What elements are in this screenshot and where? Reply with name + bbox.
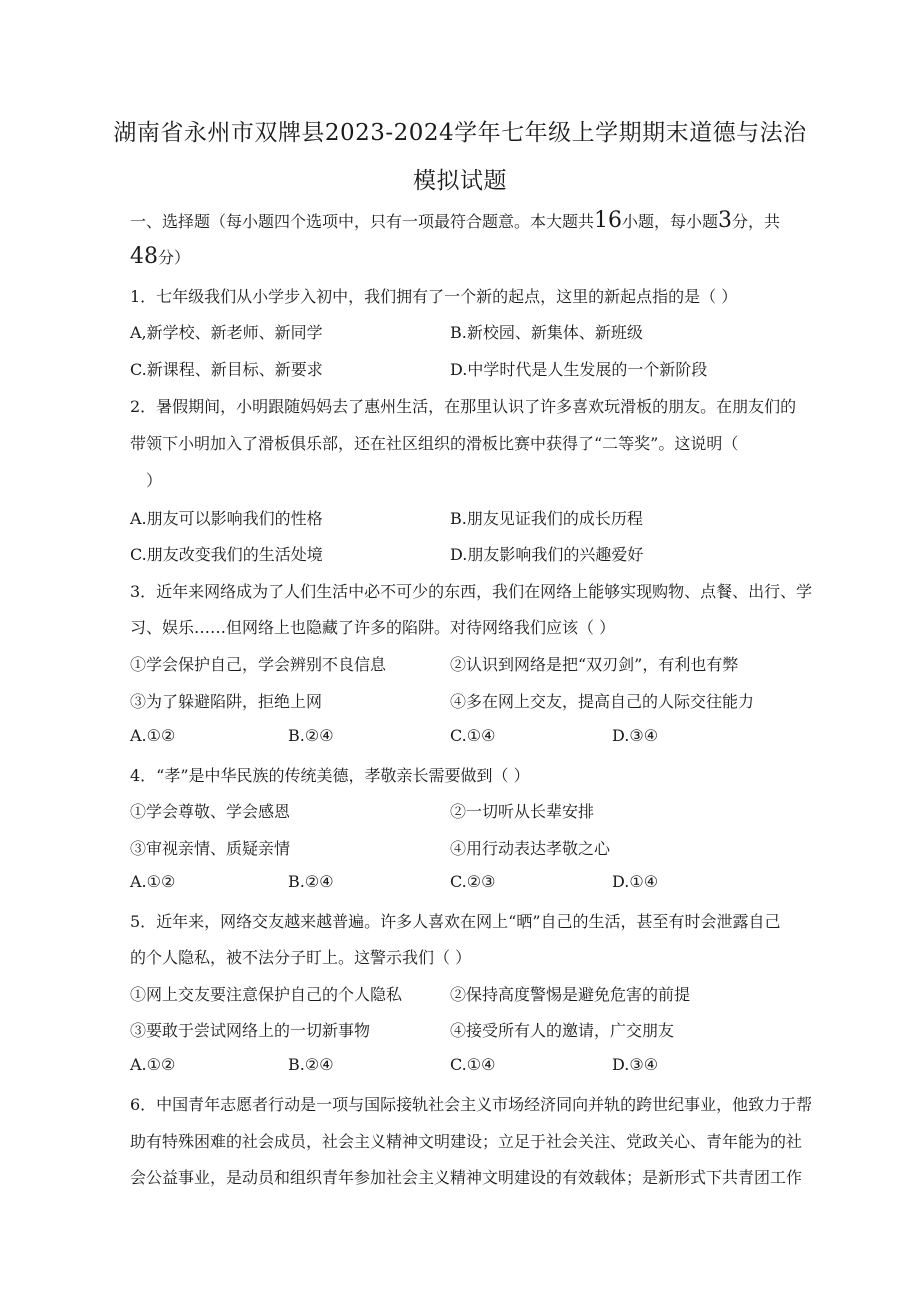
question-4-statement-4: ④用行动表达孝敬之心 bbox=[450, 839, 611, 858]
question-4-option-b: B.②④ bbox=[288, 872, 334, 891]
question-3-option-d: D.③④ bbox=[612, 726, 659, 745]
question-3-stem-line-2: 习、娱乐……但网络上也隐藏了许多的陷阱。对待网络我们应该（ ） bbox=[130, 618, 616, 637]
question-4-option-a: A.①② bbox=[130, 872, 176, 891]
question-1-option-d: D.中学时代是人生发展的一个新阶段 bbox=[450, 360, 708, 379]
document-title-line-1: 湖南省永州市双牌县2023-2024学年七年级上学期期末道德与法治 bbox=[113, 120, 807, 146]
question-1-option-b: B.新校园、新集体、新班级 bbox=[450, 323, 643, 342]
document-title-line-2: 模拟试题 bbox=[413, 168, 507, 194]
question-5-stem-line-2: 的个人隐私，被不法分子盯上。这警示我们（ ） bbox=[130, 948, 472, 967]
total-points: 48 bbox=[130, 244, 158, 269]
question-4-statement-3: ③审视亲情、质疑亲情 bbox=[130, 839, 291, 858]
question-5-option-d: D.③④ bbox=[612, 1055, 659, 1074]
question-2-option-d: D.朋友影响我们的兴趣爱好 bbox=[450, 545, 644, 564]
question-5-option-a: A.①② bbox=[130, 1055, 176, 1074]
question-4-stem: 4．“孝”是中华民族的传统美德，孝敬亲长需要做到（ ） bbox=[130, 766, 530, 785]
question-5-stem-line-1: 5．近年来，网络交友越来越普遍。许多人喜欢在网上“晒”自己的生活，甚至有时会泄露自己 bbox=[130, 912, 781, 931]
question-4-statement-2: ②一切听从长辈安排 bbox=[450, 802, 595, 821]
question-3-option-a: A.①② bbox=[130, 726, 176, 745]
question-3-statement-2: ②认识到网络是把“双刃剑”，有利也有弊 bbox=[450, 655, 739, 674]
question-2-option-c: C.朋友改变我们的生活处境 bbox=[130, 545, 323, 564]
question-4-option-c: C.②③ bbox=[450, 872, 496, 891]
question-5-statement-4: ④接受所有人的邀请，广交朋友 bbox=[450, 1021, 675, 1040]
question-2-stem-line-3: ） bbox=[146, 471, 163, 490]
question-1-option-c: C.新课程、新目标、新要求 bbox=[130, 360, 323, 379]
question-6-stem-line-1: 6．中国青年志愿者行动是一项与国际接轨社会主义市场经济同向并轨的跨世纪事业，他致力于帮 bbox=[130, 1095, 813, 1114]
question-4-statement-1: ①学会尊敬、学会感恩 bbox=[130, 802, 291, 821]
question-2-stem-line-2: 带领下小明加入了滑板俱乐部，还在社区组织的滑板比赛中获得了“二等奖”。这说明（ bbox=[130, 434, 739, 453]
points-per-question: 3 bbox=[718, 208, 733, 233]
question-5-statement-2: ②保持高度警惕是避免危害的前提 bbox=[450, 985, 691, 1004]
question-3-stem-line-1: 3．近年来网络成为了人们生活中必不可少的东西，我们在网络上能够实现购物、点餐、出行、学 bbox=[130, 582, 813, 601]
question-3-statement-3: ③为了躲避陷阱，拒绝上网 bbox=[130, 692, 323, 711]
question-6-stem-line-3: 会公益事业，是动员和组织青年参加社会主义精神文明建设的有效载体；是新形式下共青团工作 bbox=[130, 1168, 803, 1187]
question-1-stem: 1．七年级我们从小学步入初中，我们拥有了一个新的起点，这里的新起点指的是（ ） bbox=[130, 287, 738, 306]
question-5-option-b: B.②④ bbox=[288, 1055, 334, 1074]
question-2-option-b: B.朋友见证我们的成长历程 bbox=[450, 509, 643, 528]
question-2-option-a: A.朋友可以影响我们的性格 bbox=[130, 509, 323, 528]
question-3-statement-4: ④多在网上交友，提高自己的人际交往能力 bbox=[450, 692, 755, 711]
question-5-statement-3: ③要敢于尝试网络上的一切新事物 bbox=[130, 1021, 371, 1040]
question-3-statement-1: ①学会保护自己，学会辨别不良信息 bbox=[130, 655, 387, 674]
question-5-statement-1: ①网上交友要注意保护自己的个人隐私 bbox=[130, 985, 403, 1004]
question-6-stem-line-2: 助有特殊困难的社会成员，社会主义精神文明建设；立足于社会关注、党政关心、青年能为的社 bbox=[130, 1132, 803, 1151]
question-3-option-c: C.①④ bbox=[450, 726, 496, 745]
question-4-option-d: D.①④ bbox=[612, 872, 659, 891]
section-heading-line-2 bbox=[130, 244, 190, 269]
section-heading-text-c: 分，共 bbox=[732, 212, 781, 231]
section-heading-line-1 bbox=[130, 208, 780, 233]
question-5-option-c: C.①④ bbox=[450, 1055, 496, 1074]
section-heading-text-a: 一、选择题（每小题四个选项中，只有一项最符合题意。本大题共 bbox=[130, 212, 595, 231]
question-count: 16 bbox=[594, 208, 623, 233]
question-3-option-b: B.②④ bbox=[288, 726, 334, 745]
question-2-stem-line-1: 2．暑假期间，小明跟随妈妈去了惠州生活，在那里认识了许多喜欢玩滑板的朋友。在朋友们的 bbox=[130, 397, 797, 416]
section-heading-text-b: 小题，每小题 bbox=[622, 212, 719, 231]
question-1-option-a: A,新学校、新老师、新同学 bbox=[130, 323, 323, 342]
section-heading-text-d: 分） bbox=[158, 248, 191, 267]
